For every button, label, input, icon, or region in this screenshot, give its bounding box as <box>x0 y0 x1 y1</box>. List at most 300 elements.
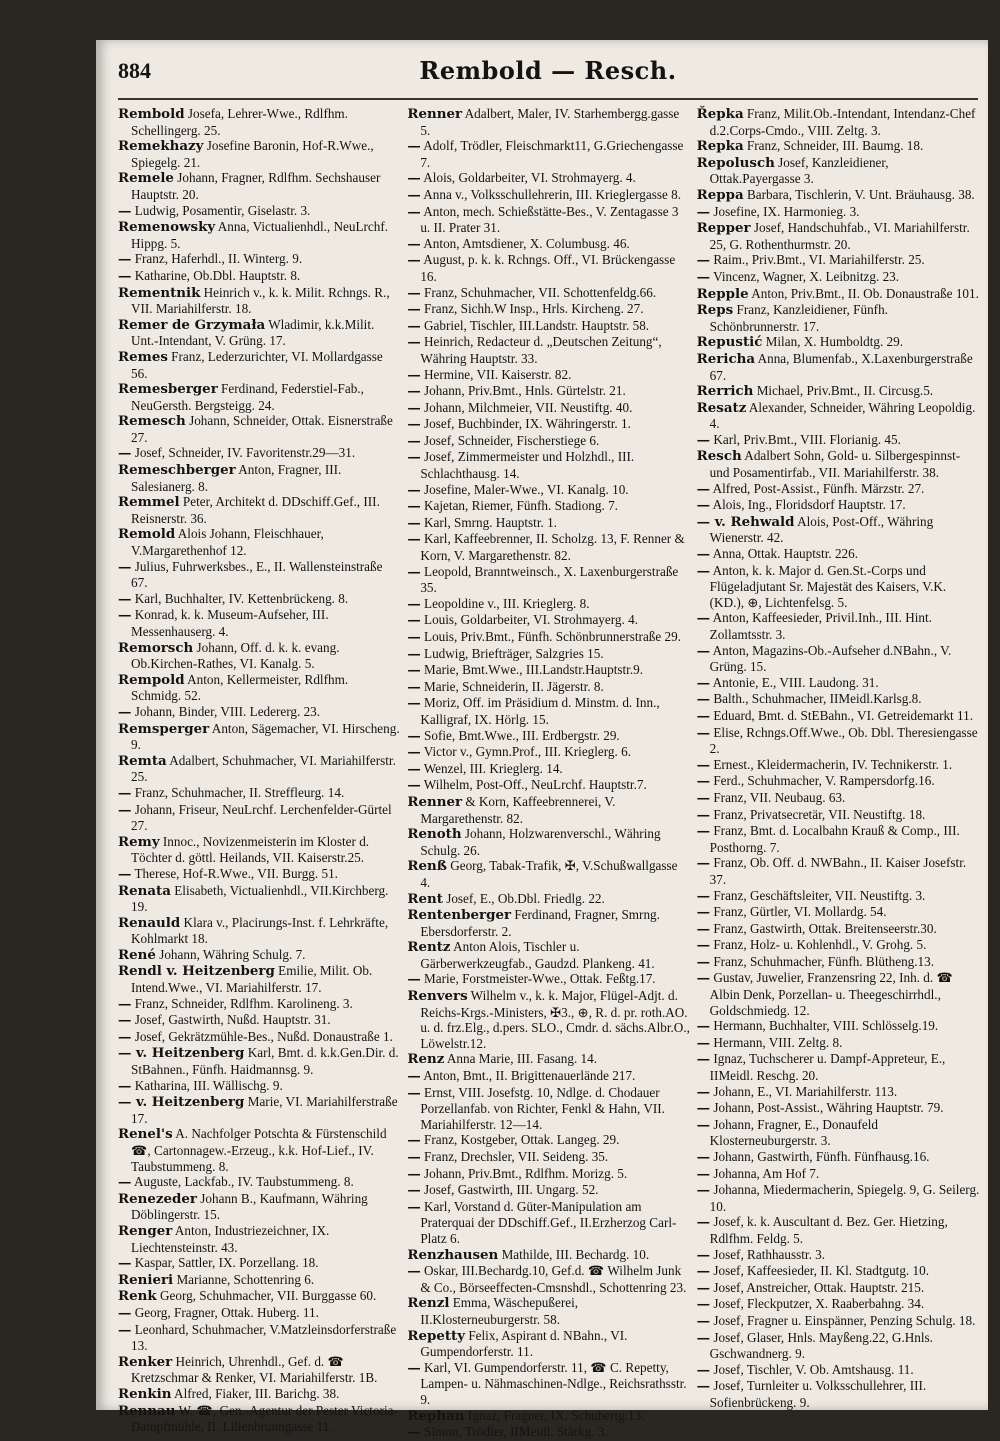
entry-surname: — <box>407 1182 421 1199</box>
directory-entry <box>407 204 690 236</box>
entry-details: Johann, Friseur, NeuLrchf. Lerchenfelder-Gürtel 27. <box>131 801 392 834</box>
entry-details: Wilhelm v., k. k. Major, Flügel-Adjt. d. Reichs-Krgs.-Ministers, ✠3., ⊕, R. d. pr. roth.AO. u. d. frz.Elg., d.pers. SLO., Cmdr. d. sächs.Albr.O., Löwelstr.12. <box>420 988 690 1051</box>
entry-surname: Renzhausen <box>407 1246 499 1263</box>
entry-surname: — <box>696 806 711 823</box>
entry-details: Milan, X. Humboldtg. 29. <box>762 334 904 350</box>
entry-details: Kaspar, Sattler, IX. Porzellang. 18. <box>131 1255 319 1271</box>
entry-details: Josef, Schneider, Fischerstiege 6. <box>420 432 600 448</box>
entry-surname: Repple <box>696 285 749 302</box>
entry-surname: — <box>407 777 421 794</box>
entry-details: Louis, Goldarbeiter, VI. Strohmayerg. 4. <box>420 612 638 628</box>
page-header <box>118 54 978 94</box>
entry-surname: Renezeder <box>118 1190 197 1207</box>
entry-details: Josef, Zimmermeister und Holzhdl., III. Schlachthausg. 14. <box>420 449 635 482</box>
entry-details: Alois, Goldarbeiter, VI. Strohmayerg. 4. <box>420 170 636 186</box>
entry-details: Josef, k. k. Auscultant d. Bez. Ger. Hietzing, Rdlfhm. Feldg. 5. <box>709 1214 948 1246</box>
entry-details: Ignaz, Fragner, IX. Schubertg.13. <box>464 1407 645 1423</box>
entry-details: Alfred, Fiaker, III. Barichg. 38. <box>171 1385 340 1401</box>
entry-details: Josef, Turnleiter u. Volksschullehrer, III. Sofienbrückeng. 9. <box>709 1378 927 1410</box>
entry-surname: — <box>407 334 421 351</box>
entry-surname: Remesch <box>118 413 186 430</box>
directory-entry <box>118 947 401 964</box>
entry-details: Anton, mech. Schießstätte-Bes., V. Zentagasse 3 u. II. Prater 31. <box>420 203 679 236</box>
entry-surname: Rembold <box>118 106 185 122</box>
entry-details: Heinrich, Uhrenhdl., Gef. d. ☎ Kretzschmar & Renker, VI. Mariahilferstr. 1B. <box>131 1353 378 1386</box>
entry-details: Ignaz, Tuchscherer u. Dampf-Appreteur, E., IIMeidl. Reschg. 20. <box>709 1051 946 1084</box>
column-middle <box>407 106 690 1441</box>
entry-details: Josef, Fragner u. Einspänner, Penzing Schulg. 18. <box>710 1312 976 1328</box>
directory-entry <box>407 1295 690 1327</box>
directory-entry <box>697 514 980 546</box>
directory-entry <box>118 1126 401 1174</box>
entry-details: Franz, Bmt. d. Localbahn Krauß & Comp., III. Posthorng. 7. <box>709 823 960 855</box>
entry-surname: — <box>407 1165 421 1182</box>
entry-details: Ludwig, Posamentir, Giselastr. 3. <box>131 202 311 218</box>
directory-entry <box>118 381 401 413</box>
entry-details: Konrad, k. k. Museum-Aufseher, III. Messenhauserg. 4. <box>131 607 329 639</box>
entry-surname: Reps <box>696 302 734 319</box>
entry-surname: — <box>118 590 132 607</box>
entry-surname: — v. Heitzenberg <box>118 1094 245 1111</box>
directory-entry <box>118 219 401 251</box>
directory-entry <box>697 1018 980 1035</box>
entry-details: Johanna, Am Hof 7. <box>710 1165 820 1181</box>
entry-details: Josef, E., Ob.Dbl. Friedlg. 22. <box>442 890 605 906</box>
entry-surname: Remesberger <box>118 381 218 398</box>
directory-entry <box>118 996 401 1013</box>
entry-details: Marie, VI. Mariahilferstraße 17. <box>131 1094 398 1126</box>
directory-entry <box>118 785 401 802</box>
entry-details: Emma, Wäschepußerei, II.Klosterneuburgerstr. 58. <box>420 1295 579 1327</box>
entry-details: Emilie, Milit. Ob. Intend.Wwe., VI. Mariahilferstr. 17. <box>131 963 373 996</box>
entry-details: Hermann, Buchhalter, VIII. Schlösselg.19. <box>710 1018 939 1034</box>
directory-entry <box>697 691 980 708</box>
entry-surname: — <box>407 971 421 988</box>
entry-details: Eduard, Bmt. d. StEBahn., VI. Getreidemarkt 11. <box>710 707 974 723</box>
directory-entry <box>118 721 401 753</box>
entry-details: Franz, Schuhmacher, Fünfh. Blütheng.13. <box>710 953 935 969</box>
entry-details: Johann, Priv.Bmt., Hnls. Gürtelstr. 21. <box>420 383 626 399</box>
column-left <box>118 106 401 1441</box>
entry-details: Johann, Währing Schulg. 7. <box>155 946 306 962</box>
directory-entry <box>697 1296 980 1313</box>
entry-details: Karl, VI. Gumpendorferstr. 11, ☎ C. Repetty, Lampen- u. Nähmaschinen-Ndlge., Reichsrathsstr. 9. <box>420 1359 687 1407</box>
directory-entry <box>697 855 980 887</box>
entry-surname: Rendl v. Heitzenberg <box>118 963 275 980</box>
entry-details: Anton, k. k. Major d. Gen.St.-Corps und Flügeladjutant Sr. Majestät des Kaisers, V.K. (KD.), ⊕, Lichtenfelsg. 5. <box>709 562 947 610</box>
entry-details: Johann B., Kaufmann, Währing Döblingerstr. 15. <box>131 1190 368 1223</box>
entry-surname: — <box>407 416 421 433</box>
directory-entry <box>118 1386 401 1403</box>
entry-surname: — <box>696 642 711 659</box>
directory-entry <box>118 866 401 883</box>
directory-entry <box>407 1182 690 1199</box>
directory-entry <box>697 888 980 905</box>
entry-details: Peter, Architekt d. DDschiff.Gef., III. Reisnerstr. 36. <box>131 494 380 526</box>
directory-entry <box>697 220 980 252</box>
directory-entry <box>407 531 690 563</box>
entry-details: Felix, Aspirant d. NBahn., VI. Gumpendorferstr. 11. <box>420 1327 628 1360</box>
entry-details: Karl, Kaffeebrenner, II. Scholzg. 13, F. Renner & Korn, V. Margarethenstr. 82. <box>420 531 685 564</box>
entry-details: Victor v., Gymn.Prof., III. Krieglerg. 6. <box>420 744 632 760</box>
entry-surname: — <box>696 920 711 937</box>
directory-entry <box>118 802 401 834</box>
entry-details: Balth., Schuhmacher, IIMeidl.Karlsg.8. <box>710 691 922 707</box>
directory-entry <box>118 138 401 170</box>
directory-entry <box>697 302 980 334</box>
entry-surname: — <box>407 1424 421 1441</box>
directory-entry <box>407 1132 690 1149</box>
directory-entry <box>118 559 401 591</box>
directory-entry <box>697 1263 980 1280</box>
entry-surname: Remta <box>118 752 167 769</box>
directory-entry <box>118 963 401 995</box>
entry-surname: — <box>407 170 421 187</box>
entry-surname: Repolusch <box>696 154 775 171</box>
entry-surname: — <box>407 301 421 318</box>
column-right <box>697 106 980 1441</box>
entry-details: Adolf, Trödler, Fleischmarkt11, G.Griechengasse 7. <box>420 138 684 170</box>
directory-entry <box>697 725 980 757</box>
directory-entry <box>407 679 690 696</box>
entry-surname: — <box>407 563 421 580</box>
directory-entry <box>118 834 401 866</box>
entry-details: Innoc., Novizenmeisterin im Kloster d. Töchter d. göttl. Heilands, VII. Kaiserstr.25. <box>131 833 370 866</box>
directory-entry <box>407 383 690 400</box>
directory-entry <box>407 482 690 499</box>
entry-surname: — <box>696 1034 711 1051</box>
entry-details: Michael, Priv.Bmt., II. Circusg.5. <box>753 383 934 399</box>
directory-entry <box>697 1378 980 1410</box>
entry-details: Marie, Bmt.Wwe., III.Landstr.Hauptstr.9. <box>420 662 644 678</box>
directory-entry <box>118 640 401 672</box>
entry-surname: — <box>407 1068 421 1085</box>
entry-surname: — <box>407 1149 421 1165</box>
entry-surname: Renel's <box>118 1126 173 1143</box>
directory-entry <box>697 563 980 611</box>
entry-surname: Remeschberger <box>118 462 236 479</box>
directory-entry <box>407 1424 690 1441</box>
entry-details: Georg, Fragner, Ottak. Huberg. 11. <box>131 1304 319 1320</box>
directory-entry <box>407 629 690 646</box>
directory-entry <box>118 203 401 220</box>
entry-details: Franz, Holz- u. Kohlenhdl., V. Grohg. 5. <box>710 937 927 953</box>
directory-entry <box>407 252 690 284</box>
entry-details: Georg, Tabak-Trafik, ✠, V.Schußwallgasse 4. <box>420 858 678 890</box>
directory-entry <box>697 286 980 303</box>
entry-details: Anna v., Volksschullehrerin, III. Krieglergasse 8. <box>420 186 681 202</box>
entry-details: Franz, Kostgeber, Ottak. Langeg. 29. <box>420 1132 620 1148</box>
entry-details: Simon, Trödler, IIMeidl. Stärkg. 3. <box>420 1424 608 1440</box>
entry-details: Heinrich, Redacteur d. „Deutschen Zeitung“, Währing Hauptstr. 33. <box>420 334 662 366</box>
directory-entry <box>697 1362 980 1379</box>
entry-surname: Remele <box>118 170 174 187</box>
entry-surname: Resch <box>696 448 742 465</box>
entry-surname: — <box>696 1329 711 1346</box>
directory-entry <box>407 1051 690 1068</box>
directory-entry <box>697 921 980 938</box>
entry-details: A. Nachfolger Potschta & Fürstenschild ☎, Cartonnagew.-Erzeug., k.k. Hof-Lief., IV. Taubstummeng. 8. <box>131 1126 387 1174</box>
directory-entry <box>118 106 401 138</box>
directory-entry <box>697 448 980 480</box>
entry-details: Franz, Geschäftsleiter, VII. Neustiftg. 3. <box>710 887 926 903</box>
entry-details: Vincenz, Wagner, X. Leibnitzg. 23. <box>710 268 900 284</box>
entry-surname: — <box>407 531 421 548</box>
directory-entry <box>697 1084 980 1101</box>
entry-details: Franz, Kanzleidiener, Fünfh. Schönbrunnerstr. 17. <box>709 302 888 334</box>
entry-surname: — <box>696 1361 711 1378</box>
entry-surname: — <box>696 610 711 627</box>
entry-surname: — <box>118 995 132 1012</box>
entry-surname: Rent <box>407 890 443 907</box>
directory-entry <box>118 317 401 349</box>
directory-entry <box>697 1149 980 1166</box>
entry-surname: — <box>407 383 421 400</box>
entry-details: Franz, Schuhmacher, VII. Schottenfeldg.66. <box>420 284 657 300</box>
entry-details: Adalbert, Maler, IV. Starhembergg.gasse 5. <box>420 106 680 138</box>
entry-surname: — <box>696 756 711 773</box>
entry-surname: — <box>696 1263 711 1280</box>
entry-surname: — <box>696 1018 711 1035</box>
entry-details: Anna, Blumenfab., X.Laxenburgerstraße 67. <box>709 350 973 383</box>
directory-entry <box>407 777 690 794</box>
entry-surname: — <box>696 1246 711 1263</box>
directory-entry <box>118 494 401 526</box>
directory-entry <box>697 497 980 514</box>
entry-surname: — <box>407 645 421 662</box>
entry-details: Anton Alois, Tischler u. Gärberwerkzeugfab., Gaudzd. Plankeng. 41. <box>420 939 655 971</box>
directory-entry <box>697 1313 980 1330</box>
directory-entry <box>118 1288 401 1305</box>
directory-entry <box>697 1051 980 1083</box>
entry-surname: Renk <box>118 1288 157 1305</box>
directory-entry <box>697 757 980 774</box>
entry-surname: — <box>407 1084 421 1101</box>
directory-entry <box>118 251 401 268</box>
entry-details: Antonie, E., VIII. Laudong. 31. <box>710 674 879 690</box>
entry-details: Franz, Privatsecretär, VII. Neustiftg. 18. <box>710 806 926 822</box>
entry-details: Ludwig, Briefträger, Salzgries 15. <box>420 645 604 661</box>
entry-surname: — <box>407 1263 421 1280</box>
entry-surname: — <box>118 1077 132 1094</box>
entry-details: Johann, Gastwirth, Fünfh. Fünfhausg.16. <box>710 1149 930 1164</box>
entry-surname: Renner <box>407 106 463 122</box>
directory-entry <box>118 1403 401 1435</box>
entry-details: Ferd., Schuhmacher, V. Rampersdorfg.16. <box>710 773 935 789</box>
entry-surname: — <box>696 1296 711 1313</box>
entry-surname: — <box>118 202 132 219</box>
entry-details: Ferdinand, Federstiel-Fab., NeuGersth. Bergsteigg. 24. <box>131 381 364 413</box>
entry-surname: — <box>407 744 421 761</box>
entry-surname: — <box>118 558 132 575</box>
directory-entry <box>697 937 980 954</box>
entry-surname: — <box>407 399 421 416</box>
entry-surname: Repetty <box>407 1327 466 1344</box>
entry-details: Johann, Priv.Bmt., Rdlfhm. Morizg. 5. <box>420 1165 628 1181</box>
directory-entry <box>407 826 690 858</box>
entry-surname: — <box>407 727 421 744</box>
entry-details: Anna, Victualienhdl., NeuLrchf. Hippg. 5. <box>131 219 389 251</box>
directory-entry <box>118 1078 401 1095</box>
directory-entry <box>407 1085 690 1133</box>
entry-details: Heinrich v., k. k. Milit. Rchngs. R., VII. Mariahilferstr. 18. <box>131 284 390 317</box>
entry-details: Katharina, III. Wällischg. 9. <box>131 1077 283 1093</box>
entry-details: Marianne, Schottenring 6. <box>173 1271 315 1287</box>
entry-surname: — <box>696 1182 711 1199</box>
directory-entry <box>407 794 690 826</box>
entry-surname: Remorsch <box>118 639 194 656</box>
directory-entry <box>697 481 980 498</box>
entry-surname: — <box>407 662 421 679</box>
directory-entry <box>697 675 980 692</box>
directory-entry <box>407 695 690 727</box>
directory-entry <box>407 612 690 629</box>
directory-entry <box>697 400 980 432</box>
entry-surname: — <box>407 203 421 220</box>
entry-details: Josef, Gekrätzmühle-Bes., Nußd. Donaustraße 1. <box>131 1028 393 1044</box>
entry-details: Leopold, Branntweinsch., X. Laxenburgerstraße 35. <box>420 563 679 596</box>
entry-details: Josef, Kanzleidiener, Ottak.Payergasse 3. <box>709 154 889 187</box>
entry-details: Ferdinand, Fragner, Smrng. Ebersdorferstr. 2. <box>420 907 660 939</box>
entry-surname: — <box>407 252 421 269</box>
entry-surname: Remer de Grzymała <box>118 316 266 333</box>
entry-surname: Resatz <box>696 399 747 416</box>
entry-surname: — <box>407 317 421 334</box>
entry-surname: — <box>696 970 711 987</box>
entry-details: Franz, VII. Neubaug. 63. <box>710 789 846 805</box>
entry-details: Josef, Tischler, V. Ob. Amtshausg. 11. <box>710 1361 914 1377</box>
directory-entry <box>118 285 401 317</box>
entry-surname: — <box>696 855 711 872</box>
directory-entry <box>407 367 690 384</box>
entry-surname: — <box>696 1116 711 1133</box>
entry-details: Josef, Kaffeesieder, II. Kl. Stadtgutg. 10. <box>710 1263 930 1279</box>
entry-details: Oskar, III.Bechardg.10, Gef.d. ☎ Wilhelm Junk & Co., Börseeffecten-Cmsnshdl., Schottenring 23. <box>420 1263 687 1295</box>
directory-entry <box>697 269 980 286</box>
directory-entry <box>407 301 690 318</box>
page-number: 884 <box>118 58 151 83</box>
directory-entry <box>118 591 401 608</box>
directory-entry <box>118 1029 401 1046</box>
entry-surname: Rempold <box>118 671 185 688</box>
directory-entry <box>118 1255 401 1272</box>
entry-details: Karl, Smrng. Hauptstr. 1. <box>420 514 557 530</box>
entry-surname: — <box>696 1378 711 1395</box>
directory-entry <box>118 1223 401 1255</box>
directory-entry <box>407 891 690 908</box>
directory-entry <box>118 1174 401 1191</box>
entry-details: Adalbert Sohn, Gold- u. Silbergespinnst- und Posamentirfab., VII. Mariahilferstr. 38. <box>709 448 961 481</box>
entry-surname: Remsperger <box>118 720 210 737</box>
entry-surname: Rerrich <box>696 383 754 400</box>
entry-surname: — <box>118 784 132 801</box>
entry-details: Wenzel, III. Krieglerg. 14. <box>420 760 563 776</box>
entry-details: Wladimir, k.k.Milit. Unt.-Intendant, V. Grüng. 17. <box>131 316 375 349</box>
directory-entry <box>407 1199 690 1247</box>
entry-details: Karl, Vorstand d. Güter-Manipulation am Praterquai der DDschiff.Gef., II.Erzherzog Carl-Platz 6. <box>420 1198 677 1246</box>
header-rule <box>118 98 978 100</box>
entry-surname: — <box>696 497 711 514</box>
entry-surname: — <box>696 904 711 921</box>
entry-surname: — <box>407 595 421 612</box>
directory-entry <box>118 462 401 494</box>
entry-surname: — <box>696 268 711 285</box>
entry-details: Josefine, IX. Harmonieg. 3. <box>710 203 860 219</box>
entry-details: Elise, Rchngs.Off.Wwe., Ob. Dbl. Theresiengasse 2. <box>709 724 978 757</box>
entry-surname: — <box>696 887 711 904</box>
directory-entry <box>118 1191 401 1223</box>
directory-entry <box>697 1330 980 1362</box>
entry-details: Johann, E., VI. Mariahilferstr. 113. <box>710 1083 898 1099</box>
directory-entry <box>407 1149 690 1166</box>
entry-surname: Repustić <box>696 334 763 351</box>
entry-details: Anton, Kellermeister, Rdlfhm. Schmidg. 52. <box>131 671 349 704</box>
entry-details: Leonhard, Schuhmacher, V.Matzleinsdorferstraße 13. <box>131 1321 397 1354</box>
entry-surname: Renner <box>407 793 463 810</box>
entry-details: Franz, Drechsler, VII. Seideng. 35. <box>420 1149 609 1164</box>
directory-entry <box>697 1214 980 1246</box>
entry-surname: — <box>696 691 711 708</box>
entry-details: Josef, Handschuhfab., VI. Mariahilferstr. 25, G. Rothenthurmstr. 20. <box>709 220 970 252</box>
entry-surname: Renker <box>118 1353 173 1370</box>
entry-details: Johann, Holzwarenverschl., Währing Schulg. 26. <box>420 826 661 858</box>
entry-surname: — <box>696 789 711 806</box>
entry-details: Karl, Buchhalter, IV. Kettenbrückeng. 8. <box>131 590 349 606</box>
entry-surname: Renata <box>118 882 171 899</box>
directory-entry <box>407 988 690 1051</box>
running-head: Rembold — Resch. <box>419 56 677 85</box>
entry-details: Kajetan, Riemer, Fünfh. Stadiong. 7. <box>420 498 618 514</box>
directory-entry <box>697 807 980 824</box>
directory-entry <box>697 187 980 204</box>
entry-details: Johann, Fragner, Rdlfhm. Sechshauser Hauptstr. 20. <box>131 170 381 202</box>
directory-entry <box>407 1263 690 1295</box>
entry-surname: — <box>407 498 421 515</box>
entry-details: Barbara, Tischlerin, V. Unt. Bräuhausg. 38. <box>743 186 975 202</box>
entry-surname: Renvers <box>407 988 468 1005</box>
entry-surname: — <box>696 1279 711 1296</box>
entry-surname: — <box>407 1132 421 1149</box>
entry-details: Gabriel, Tischler, III.Landstr. Hauptstr. 58. <box>420 317 650 333</box>
entry-details: Anna, Ottak. Hauptstr. 226. <box>710 546 859 562</box>
entry-details: Ernest., Kleidermacherin, IV. Technikerstr. 1. <box>710 756 953 772</box>
directory-entry <box>697 1247 980 1264</box>
entry-details: Karl, Priv.Bmt., VIII. Florianig. 45. <box>710 431 901 447</box>
directory-entry <box>407 858 690 890</box>
directory-entry <box>697 904 980 921</box>
entry-details: Anton, Fragner, III. Salesianerg. 8. <box>131 462 342 494</box>
directory-entry <box>407 170 690 187</box>
directory-entry <box>697 1117 980 1149</box>
directory-entry <box>118 526 401 558</box>
entry-surname: Renieri <box>118 1271 174 1288</box>
directory-entry <box>118 1354 401 1386</box>
entry-details: Anton, Amtsdiener, X. Columbusg. 46. <box>420 235 630 251</box>
directory-entry <box>697 252 980 269</box>
entry-details: Johann, Off. d. k. k. evang. Ob.Kirchen-Rathes, VI. Kanalg. 5. <box>131 639 340 672</box>
directory-entry <box>407 971 690 988</box>
directory-entry <box>118 607 401 639</box>
entry-details: Alois, Ing., Floridsdorf Hauptstr. 17. <box>710 497 906 513</box>
entry-details: Franz, Schneider, III. Baumg. 18. <box>743 138 924 154</box>
directory-entry <box>407 433 690 450</box>
directory-entry <box>118 753 401 785</box>
entry-surname: Rentenberger <box>407 907 512 924</box>
entry-details: Auguste, Lackfab., IV. Taubstummeng. 8. <box>131 1174 354 1190</box>
entry-details: Josef, Buchbinder, IX. Währingerstr. 1. <box>420 416 631 432</box>
entry-details: Josef, Anstreicher, Ottak. Hauptstr. 215. <box>710 1279 925 1295</box>
entry-surname: Renz <box>407 1051 445 1068</box>
